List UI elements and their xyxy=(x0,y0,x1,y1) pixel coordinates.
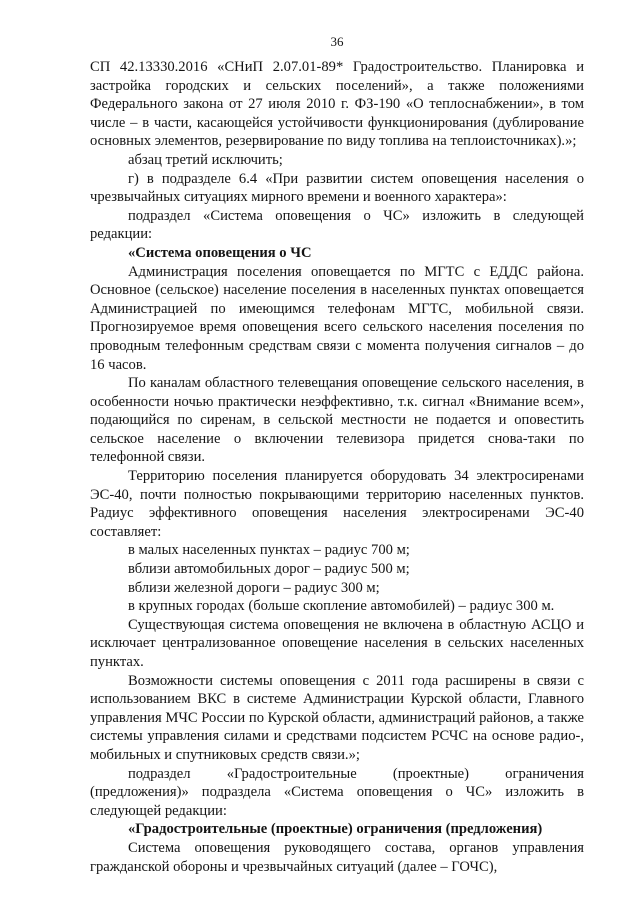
list-item: вблизи автомобильных дорог – радиус 500 м; xyxy=(128,561,410,578)
list-item: в крупных городах (больше скопление автомобилей) – радиус 300 м. xyxy=(128,598,555,615)
heading-restrictions: «Градостроительные (проектные) ограничения (предложения) xyxy=(128,821,543,838)
page-number: 36 xyxy=(330,34,344,49)
paragraph-sirens-plan: Территорию поселения планируется оборудовать 34 электросиренами ЭС-40, почти полностью покрывающими территорию населенных пунктов. Радиус эффективного оповещения населения электросиренами ЭС-40 составляет: xyxy=(90,468,584,540)
paragraph-existing-system: Существующая система оповещения не включена в областную АСЦО и исключает централизованное оповещение населения в сельских населенных пунктах. xyxy=(90,616,584,670)
paragraph-subsection-6-4: г) в подразделе 6.4 «При развитии систем оповещения населения о чрезвычайных ситуациях мирного времени и военного характера»: xyxy=(90,170,584,206)
paragraph-sp-reference: СП 42.13330.2016 «СНиП 2.07.01-89* Градостроительство. Планировка и застройка городских и сельских поселений», а также положениями Федерального закона от 27 июля 2010 г. ФЗ-190 «О теплоснабжении», в том числе – в части, касающейся устойчивости функционирования (дублирование основных элементов, резервирование по виду топлива на теплоисточниках).»; xyxy=(90,59,584,150)
paragraph-management-warning: Система оповещения руководящего состава, органов управления гражданской обороны и чрезвычайных ситуаций (далее – ГОЧС), xyxy=(90,839,584,875)
paragraph-subsection-redaction: подраздел «Система оповещения о ЧС» изложить в следующей редакции: xyxy=(90,207,584,243)
list-item: в малых населенных пунктах – радиус 700 м; xyxy=(128,542,410,559)
paragraph-tv-channels: По каналам областного телевещания оповещение сельского населения, в особенности ночью практически неэффективно, т.к. сигнал «Внимание всем», подающийся по сиренам, в сельской местности не подается и оповестить сельское население о включении телевизора придется снова-таки по телефонной связи. xyxy=(90,375,584,466)
paragraph-administration-notified: Администрация поселения оповещается по МГТС с ЕДДС района. Основное (сельское) население поселения в населенных пунктах оповещается Администрацией по имеющимся телефонам МГТС, мобильной связи. Прогнозируемое время оповещения всего сельского населения поселения по проводным телефонным средствам связи с момента получения сигналов – до 16 часов. xyxy=(90,263,584,373)
radius-list xyxy=(90,541,584,615)
list-item: вблизи железной дороги – радиус 300 м; xyxy=(128,579,380,596)
heading-warning-system: «Система оповещения о ЧС xyxy=(128,244,312,261)
document-body xyxy=(90,58,584,876)
paragraph-restrictions-redaction: подраздел «Градостроительные (проектные) ограничения (предложения)» подраздела «Система оповещения о ЧС» изложить в следующей редакции: xyxy=(90,765,584,819)
paragraph-delete-third: абзац третий исключить; xyxy=(128,151,283,168)
paragraph-capabilities: Возможности системы оповещения с 2011 года расширены в связи с использованием ВКС в системе Администрации Курской области, Главного управления МЧС России по Курской области, администраций районов, а также системы управления силами и средствами подсистем РСЧС на основе радио-, мобильных и спутниковых средств связи.»; xyxy=(90,672,584,763)
